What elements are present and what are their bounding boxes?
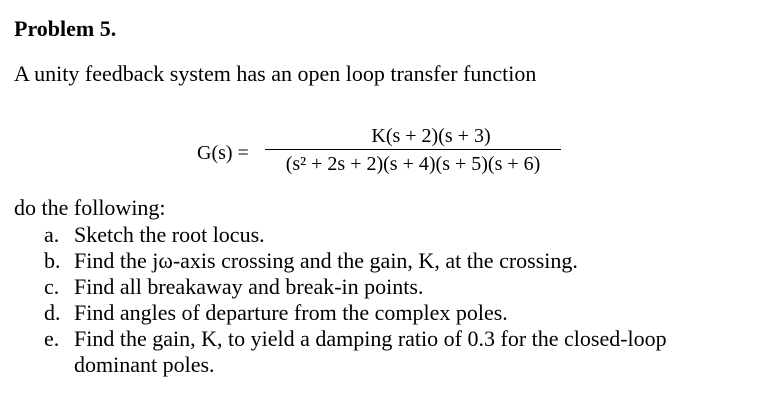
fraction-bar — [265, 149, 561, 150]
equation-numerator: K(s + 2)(s + 3) — [371, 125, 491, 147]
equation-denominator: (s² + 2s + 2)(s + 4)(s + 5)(s + 6) — [285, 153, 541, 175]
task-item — [44, 326, 704, 378]
task-marker: b. — [44, 248, 61, 273]
task-marker: a. — [44, 222, 60, 247]
task-text: Sketch the root locus. — [74, 222, 265, 247]
task-text: Find the gain, K, to yield a damping ratio of 0.3 for the closed-loop dominant poles. — [74, 326, 667, 377]
task-item — [44, 222, 704, 248]
equation-lhs: G(s) = — [197, 142, 249, 164]
task-text: Find the jω-axis crossing and the gain, K, at the crossing. — [74, 248, 578, 273]
task-text: Find angles of departure from the complex poles. — [74, 300, 508, 325]
task-item — [44, 274, 704, 300]
task-marker: e. — [44, 326, 60, 351]
problem-intro: A unity feedback system has an open loop transfer function — [14, 61, 537, 86]
task-item — [44, 300, 704, 326]
task-lead: do the following: — [14, 195, 166, 220]
task-text: Find all breakaway and break-in points. — [74, 274, 424, 299]
equation-fraction — [265, 124, 561, 176]
problem-title: Problem 5. — [14, 16, 117, 41]
task-marker: d. — [44, 300, 61, 325]
task-item — [44, 248, 704, 274]
task-marker: c. — [44, 274, 60, 299]
task-list — [44, 222, 704, 378]
